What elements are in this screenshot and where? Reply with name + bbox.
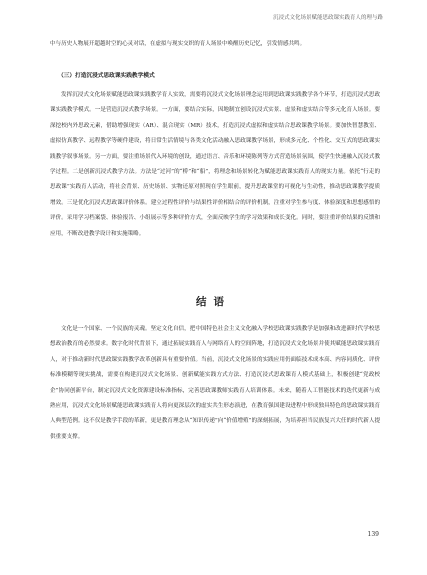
running-header: 沉浸式文化场景赋能思政课实践育人的理与路 [273, 15, 383, 21]
paragraph-intro: 中与历史人物展开超越时空的心灵对话，在虚拟与现实交织的育人场景中唤醒历史记忆，引发情感共鸣。 [50, 41, 306, 47]
subsection-heading: （三）打造沉浸式思政课实践教学模式 [58, 73, 155, 79]
paragraph-conclusion: 文化是一个国家、一个民族的灵魂。坚定文化自信，把中国特色社会主义文化融入学校思政课实践教学是加强和改进新时代学校思想政治教育的必然要求。数字化时代背景下，通过拓展实践育人与网络育人的空间阵地，打造沉浸式文化场景并使其赋能思政课实践育人，对于推动新时代思政课实践教学改革创新具有重要价值。当前，沉浸式文化场景的实践应用仍面临技术成本高、内容同质化、评价标准模糊等现实挑战，需要在构建沉浸式文化场景、创新赋能实践方式方法、打造沉浸式思政课育人模式基础上，积极创建“党政校企”协同创新平台，制定沉浸式文化资源建设标准指标，完善思政课教师实践育人培训体系。未来，随着人工智能技术的迭代更新与成熟应用，沉浸式文化场景赋能思政课实践育人将向更深层次的虚实共生形态演进，在教育强国建设进程中形成独具特色的思政课实践育人典型范例。这不仅是教学手段的革新，更是教育理念从“知识传递”向“价值增殖”的深刻拓展，为培养担当民族复兴大任的时代新人提供重要支撑。 [50, 326, 380, 440]
page-number: 139 [367, 531, 379, 538]
paragraph-teaching-model: 发挥沉浸式文化场景赋能思政课实践教学育人实效，需要将沉浸式文化场景理念运用到思政课实践教学各个环节，打造沉浸式思政课实践教学模式。一是营造沉浸式教学场景。一方面，要结合实际，因地制宜创设沉浸式实景、虚景和虚实结合等多元化育人场景。要深挖校内外思政元素，借助增强现实（AR）、混合现实（MR）技术，打造沉浸式虚拟和虚实结合思政课教学场景。要加快智慧教室、虚拟仿真教学、远程教学等硬件建设，将日常生活情境与各类文化活动融入思政课教学场景，形成多元化、个性化、交互式的思政课实践教学叙事场景。另一方面，要注重场景代入环境的创设，通过语言、音乐和环境陈列等方式营造场景氛围，使学生快速融入沉浸式教学过程。二是创新沉浸式教学方法。方法是“过河”的“桥”和“船”，将理念和场景转化为赋能思政课实践育人的现实力量。依托“行走的思政课”实践育人活动，将社会背景、历史场景、实物还原对照现在学生眼前，提升思政课堂的可视化与生动性，推动思政课教学提质增效。三是优化沉浸式思政课评价体系。建立过程性评价与结果性评价相结合的评价机制，注重对学生参与度、体验深度和思想感悟的评价。采用学习档案袋、体验报告、小组展示等多种评价方式，全面反映学生的学习效果和成长变化。同时，要注重评价结果的反馈和应用，不断改进教学设计和实施策略。 [50, 92, 380, 237]
section-title-conclusion: 结语 [196, 296, 231, 308]
